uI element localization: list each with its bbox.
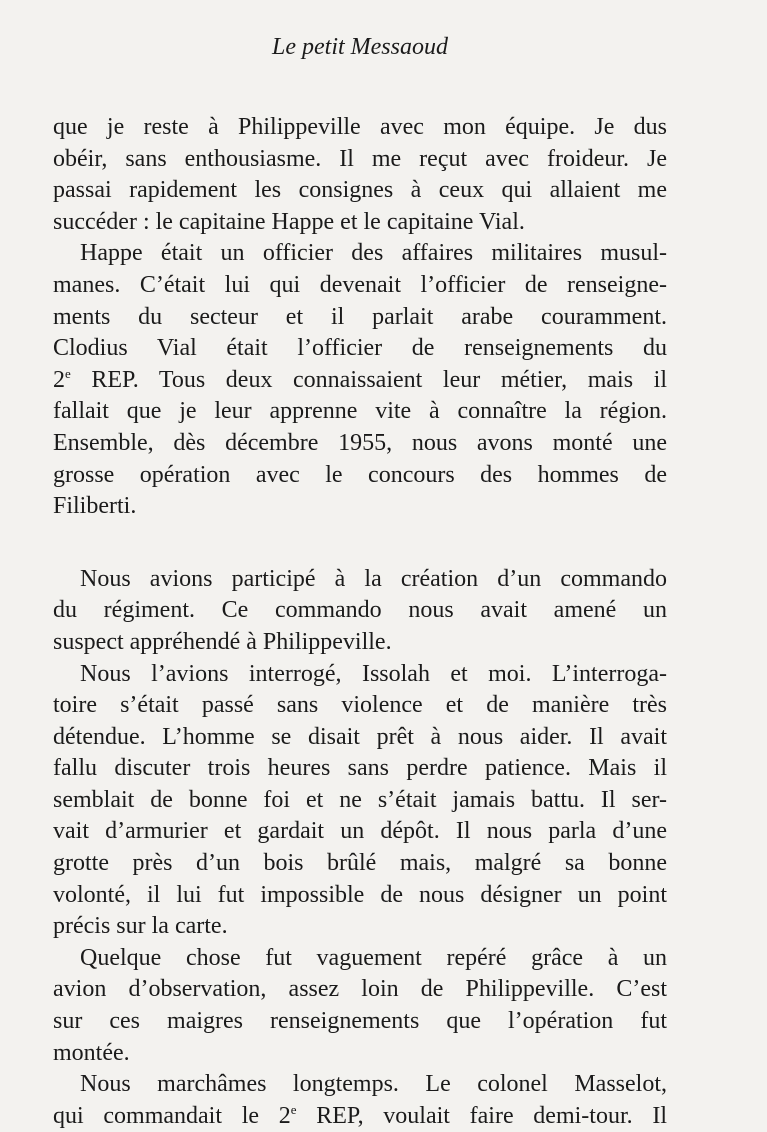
text-line: avion d’observation, assez loin de Philippeville. C’est — [53, 976, 667, 1003]
text-line: passai rapidement les consignes à ceux qui allaient me — [53, 177, 667, 204]
text-line: manes. C’était lui qui devenait l’officier de renseigne- — [53, 271, 667, 298]
text-line: fallu discuter trois heures sans perdre patience. Mais il — [53, 755, 667, 782]
text-line: que je reste à Philippeville avec mon équipe. Je dus — [53, 114, 667, 140]
text-line: Nous avions participé à la création d’un commando — [80, 565, 667, 592]
body-text — [53, 112, 667, 1132]
paragraph — [53, 564, 667, 659]
text-line: grosse opération avec le concours des hommes de — [53, 461, 667, 488]
text-line: succéder : le capitaine Happe et le capitaine Vial. — [53, 208, 525, 235]
text-line: qui commandait le 2e REP, voulait faire demi-tour. Il — [53, 1101, 667, 1129]
text-line: précis sur la carte. — [53, 913, 228, 940]
text-line: Happe était un officier des affaires militaires musul- — [80, 240, 667, 267]
text-line: Quelque chose fut vaguement repéré grâce à un — [80, 944, 667, 971]
text-line: montée. — [53, 1039, 130, 1066]
text-line: fallait que je leur apprenne vite à connaître la région. — [53, 398, 667, 425]
paragraph — [53, 659, 667, 943]
text-line: Nous l’avions interrogé, Issolah et moi. L’interroga- — [80, 660, 667, 687]
text-line: du régiment. Ce commando nous avait amené un — [53, 597, 667, 624]
text-line: ments du secteur et il parlait arabe couramment. — [53, 303, 667, 330]
text-line: Ensemble, dès décembre 1955, nous avons monté une — [53, 429, 667, 456]
paragraph — [53, 943, 667, 1069]
text-line: toire s’était passé sans violence et de manière très — [53, 692, 667, 719]
text-line: Nous marchâmes longtemps. Le colonel Masselot, — [80, 1071, 667, 1098]
text-line: sur ces maigres renseignements que l’opération fut — [53, 1008, 667, 1035]
running-head: Le petit Messaoud — [272, 34, 448, 60]
paragraph — [53, 112, 667, 238]
text-line: Filiberti. — [53, 493, 137, 520]
text-line: suspect appréhendé à Philippeville. — [53, 628, 392, 655]
text-line: obéir, sans enthousiasme. Il me reçut avec froideur. Je — [53, 145, 667, 172]
text-line: semblait de bonne foi et ne s’était jamais battu. Il ser- — [53, 786, 667, 813]
text-line: vait d’armurier et gardait un dépôt. Il nous parla d’une — [53, 818, 667, 845]
text-line: volonté, il lui fut impossible de nous désigner un point — [53, 881, 667, 908]
text-line: 2e REP. Tous deux connaissaient leur métier, mais il — [53, 365, 667, 393]
section-break — [53, 523, 667, 564]
text-line: grotte près d’un bois brûlé mais, malgré sa bonne — [53, 850, 667, 877]
text-line: Clodius Vial était l’officier de renseignements du — [53, 335, 667, 362]
paragraph — [53, 238, 667, 522]
text-line: détendue. L’homme se disait prêt à nous aider. Il avait — [53, 723, 667, 750]
paragraph — [53, 1069, 667, 1132]
